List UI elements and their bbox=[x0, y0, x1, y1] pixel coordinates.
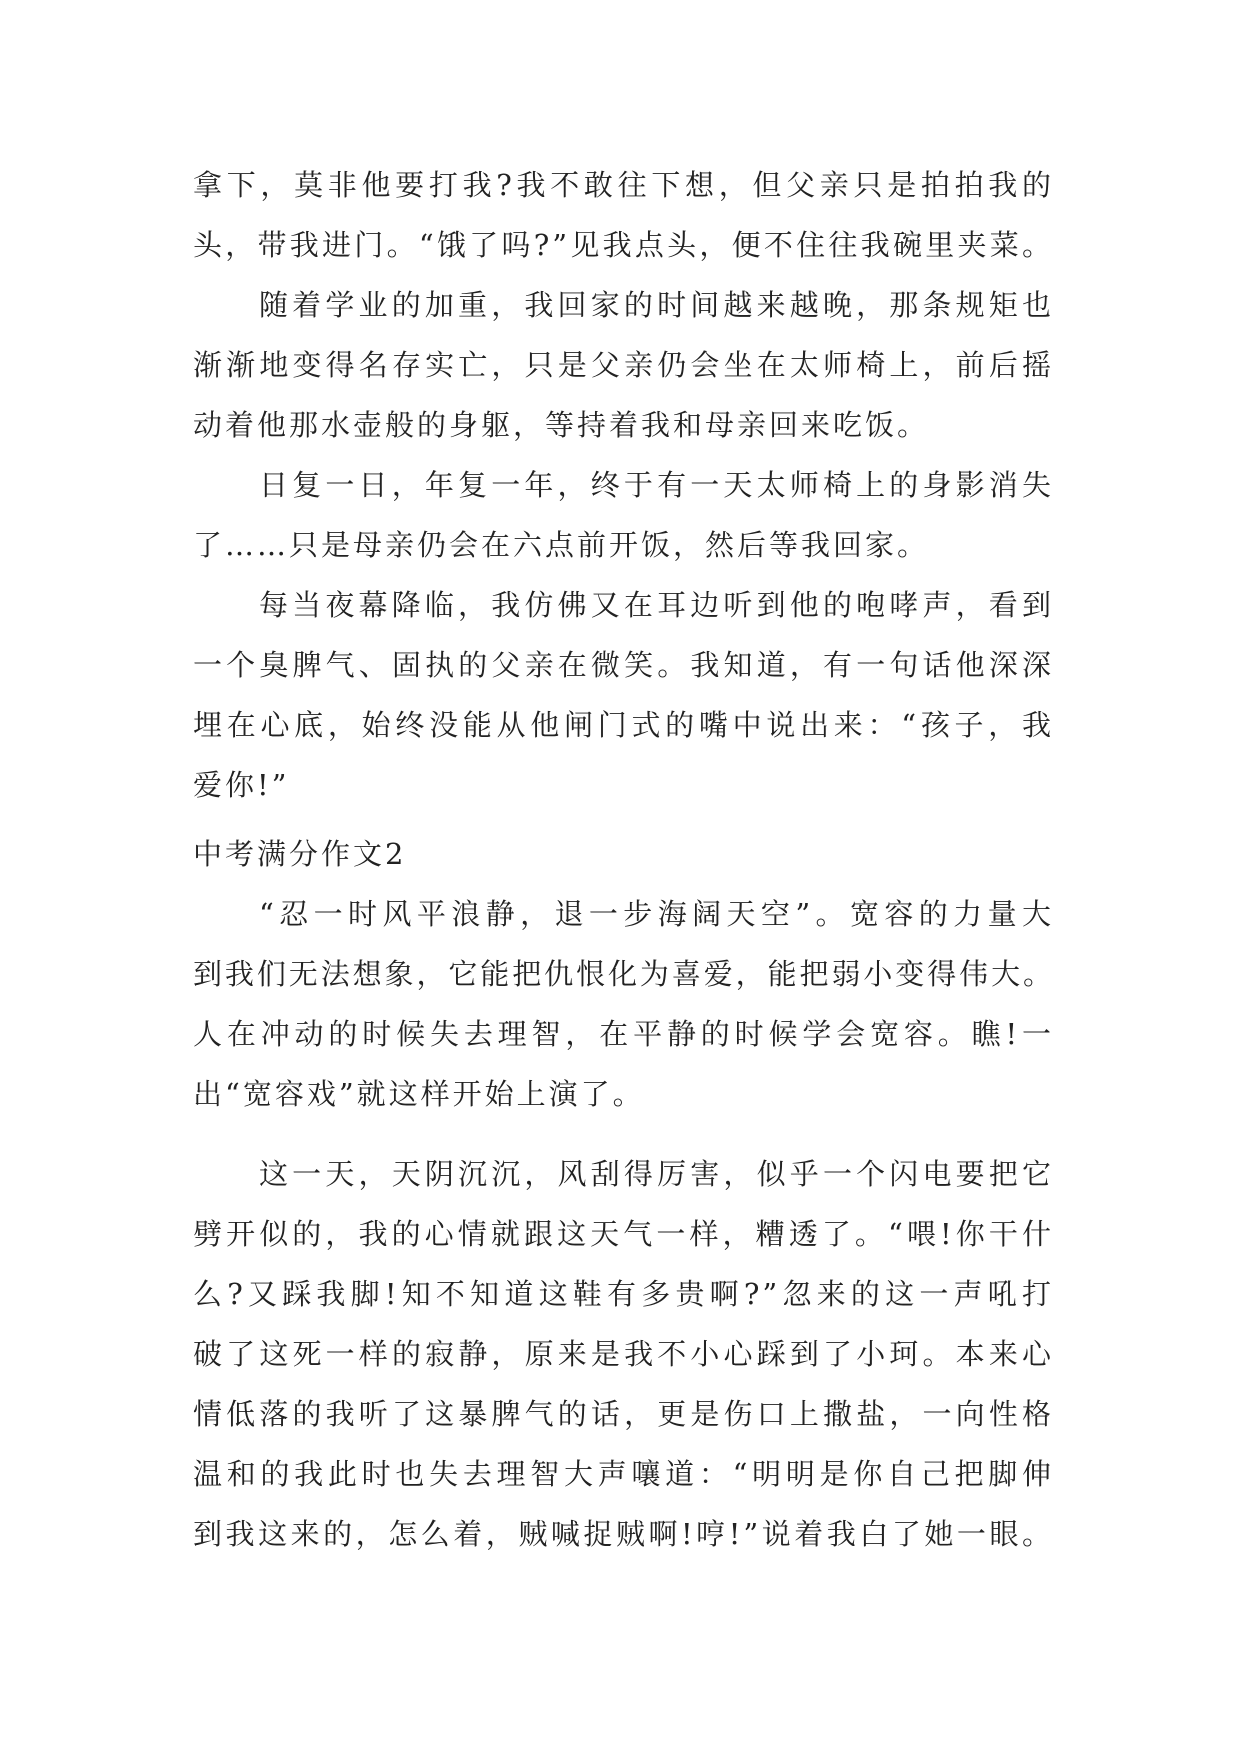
document-body bbox=[193, 155, 1054, 1564]
text-line: 到我们无法想象，它能把仇恨化为喜爱，能把弱小变得伟大。 bbox=[193, 957, 1054, 991]
text-line: 爱你!” bbox=[193, 768, 290, 802]
text-line: 埋在心底，始终没能从他闸门式的嘴中说出来：“孩子，我 bbox=[193, 708, 1054, 742]
text-line: 渐渐地变得名存实亡，只是父亲仍会坐在太师椅上，前后摇 bbox=[193, 348, 1054, 382]
text-line: 每当夜幕降临，我仿佛又在耳边听到他的咆哮声，看到 bbox=[259, 588, 1054, 622]
text-line: 日复一日，年复一年，终于有一天太师椅上的身影消失 bbox=[259, 468, 1054, 502]
paragraph bbox=[193, 575, 1054, 815]
paragraph bbox=[193, 455, 1054, 575]
text-line: 人在冲动的时候失去理智，在平静的时候学会宽容。瞧!一 bbox=[193, 1017, 1054, 1051]
paragraph bbox=[193, 155, 1054, 275]
section-heading: 中考满分作文2 bbox=[193, 837, 407, 871]
text-line: 破了这死一样的寂静，原来是我不小心踩到了小珂。本来心 bbox=[193, 1337, 1054, 1371]
text-line: 拿下，莫非他要打我?我不敢往下想，但父亲只是拍拍我的 bbox=[193, 168, 1054, 202]
paragraph bbox=[193, 275, 1054, 455]
paragraph bbox=[193, 884, 1054, 1124]
text-line: 到我这来的，怎么着，贼喊捉贼啊!哼!”说着我白了她一眼。 bbox=[193, 1517, 1054, 1551]
text-line: 出“宽容戏”就这样开始上演了。 bbox=[193, 1077, 645, 1111]
paragraph bbox=[193, 1144, 1054, 1564]
text-line: 一个臭脾气、固执的父亲在微笑。我知道，有一句话他深深 bbox=[193, 648, 1054, 682]
text-line: 了……只是母亲仍会在六点前开饭，然后等我回家。 bbox=[193, 528, 930, 562]
text-line: 情低落的我听了这暴脾气的话，更是伤口上撒盐，一向性格 bbox=[193, 1397, 1054, 1431]
text-line: “忍一时风平浪静，退一步海阔天空”。宽容的力量大 bbox=[259, 897, 1054, 931]
text-line: 么?又踩我脚!知不知道这鞋有多贵啊?”忽来的这一声吼打 bbox=[193, 1277, 1054, 1311]
text-line: 劈开似的，我的心情就跟这天气一样，糟透了。“喂!你干什 bbox=[193, 1217, 1054, 1251]
text-line: 头，带我进门。“饿了吗?”见我点头，便不住往我碗里夹菜。 bbox=[193, 228, 1054, 262]
text-line: 温和的我此时也失去理智大声嚷道：“明明是你自己把脚伸 bbox=[193, 1457, 1054, 1491]
text-line: 这一天，天阴沉沉，风刮得厉害，似乎一个闪电要把它 bbox=[259, 1157, 1054, 1191]
text-line: 随着学业的加重，我回家的时间越来越晚，那条规矩也 bbox=[259, 288, 1054, 322]
text-line: 动着他那水壶般的身躯，等持着我和母亲回来吃饭。 bbox=[193, 408, 930, 442]
